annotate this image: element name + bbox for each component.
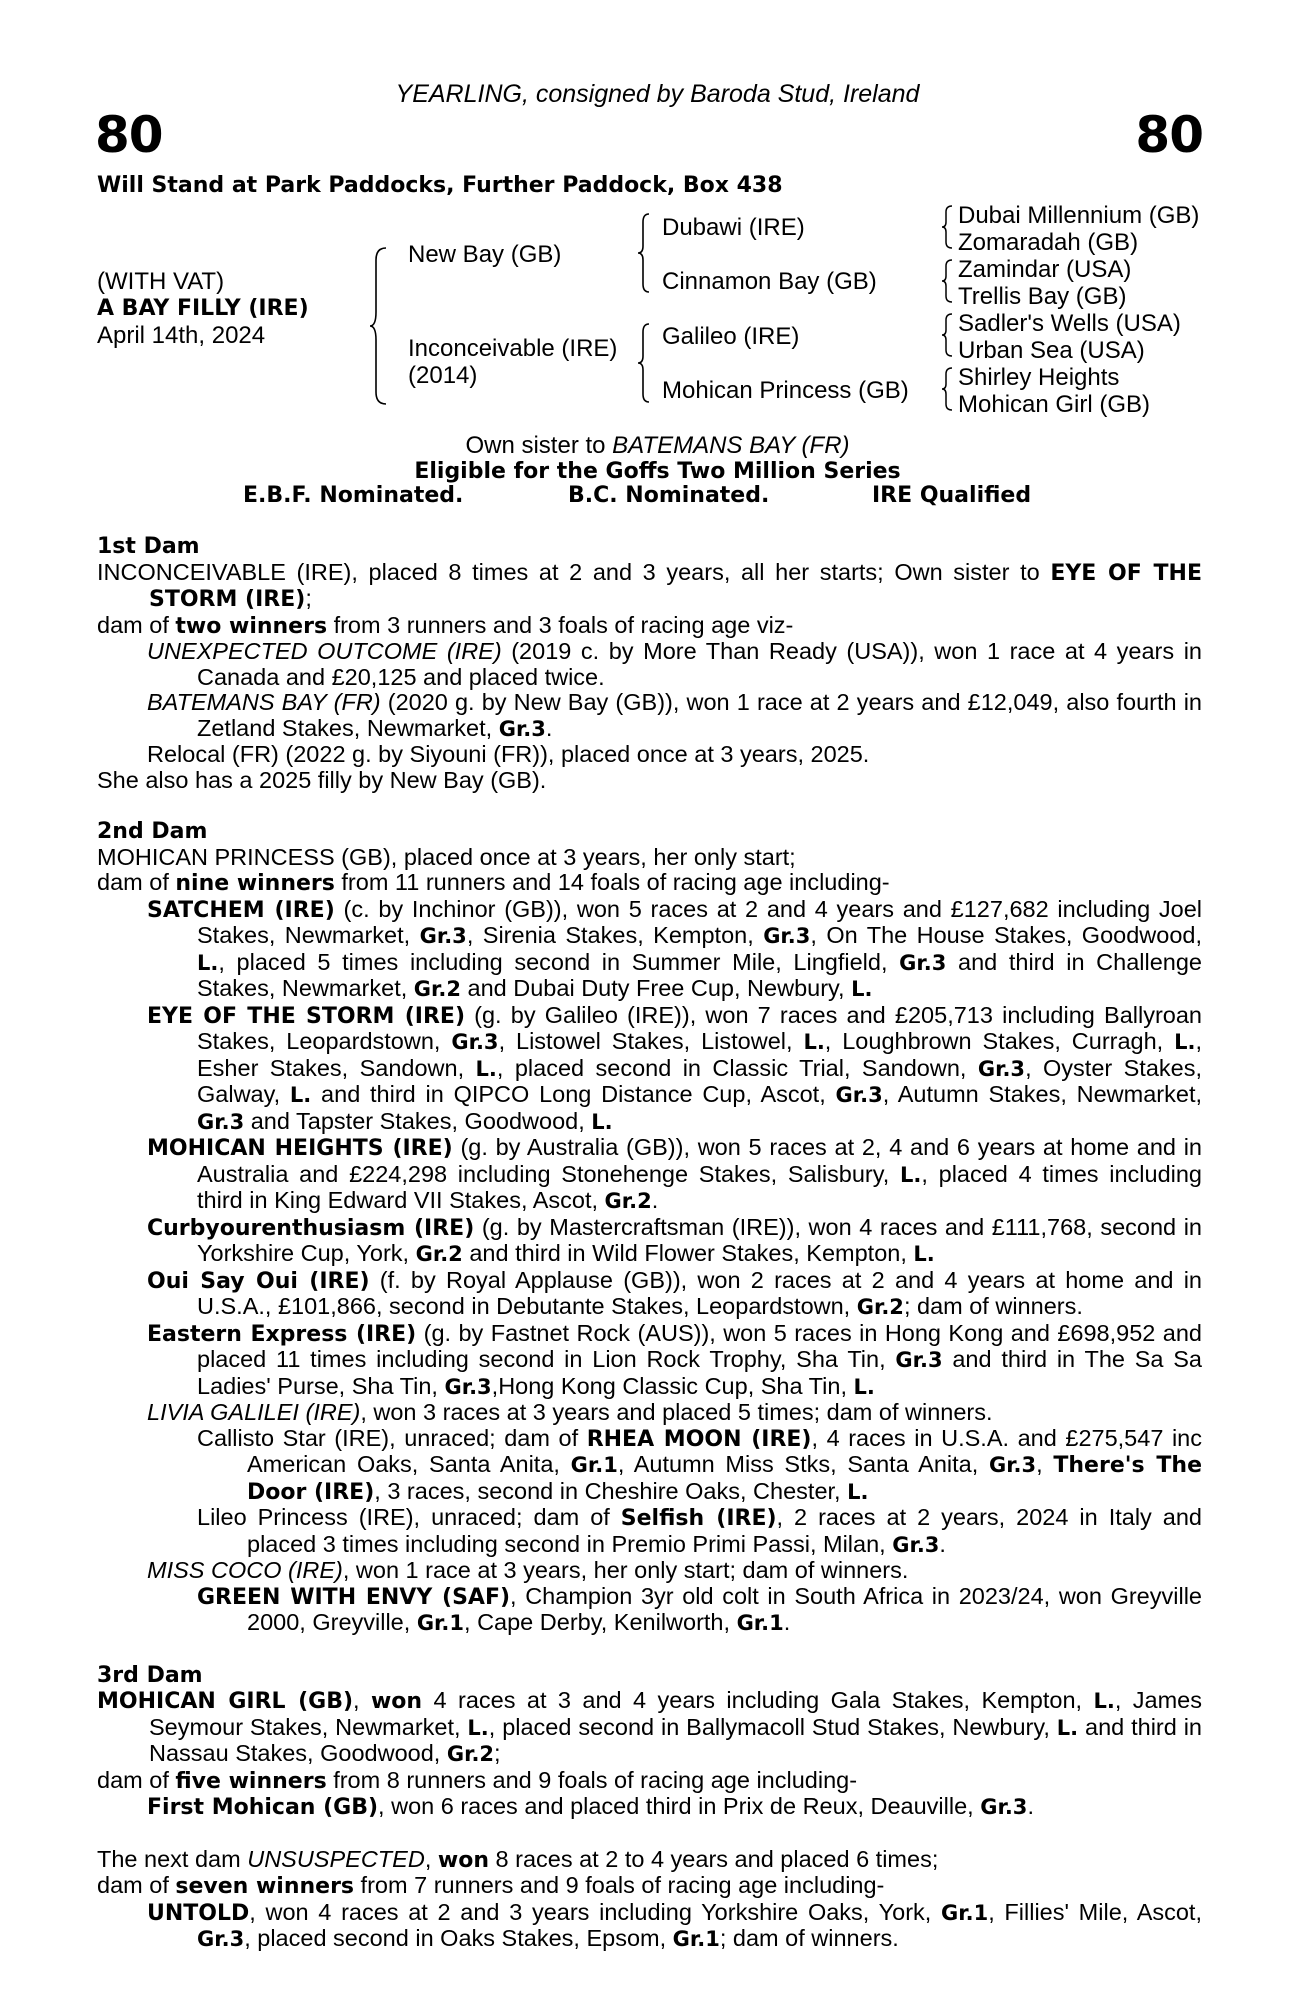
horse-name: Curbyourenthusiasm (IRE) [147,1215,475,1241]
grade: Gr.1 [416,1611,465,1635]
grade: L. [847,1479,869,1504]
bc-nominated: B.C. Nominated. [568,483,770,508]
text: , won 6 races and placed third in Prix de Reux, Deauville, [378,1793,981,1819]
text: from 8 runners and 9 foals of racing age including- [326,1766,858,1793]
text: , won 3 races at 3 years and placed 5 times; dam of winners. [360,1399,993,1425]
grade: L. [803,1030,825,1054]
text: , 3 races, second in Cheshire Oaks, Chester, [374,1477,848,1504]
text: , Sirenia Stakes, Kempton, [466,922,764,948]
text: , [1036,1451,1054,1477]
grade: L. [851,977,873,1001]
grade: L. [467,1715,489,1740]
first-dam-heading: 1st Dam [97,534,200,559]
text: , Fillies' Mile, Ascot, [988,1898,1202,1925]
dds: Shirley Heights [958,364,1120,391]
grand-produce-entry [97,1426,1202,1506]
text: 4 races at 3 and 4 years including Gala Stakes, Kempton, [422,1687,1094,1713]
grade: Gr.3 [197,1109,245,1134]
sire: New Bay (GB) [408,241,562,268]
horse-name: LIVIA GALILEI (IRE) [147,1399,361,1425]
grade: Gr.3 [763,924,811,948]
next-dam-summary [97,1873,1202,1900]
dam-year: (2014) [408,362,478,389]
text: 8 races at 2 to 4 years and placed 6 times; [488,1845,939,1872]
produce-note: She also has a 2025 filly by New Bay (GB). [97,766,547,793]
grade: Gr.3 [197,1927,245,1951]
brace-ds [940,312,954,358]
horse-name: MOHICAN GIRL (GB) [97,1689,354,1714]
text: ; dam of winners. [719,1925,899,1951]
grade: Gr.3 [835,1083,883,1107]
dam-sire: Galileo (IRE) [662,323,800,350]
produce-entry: Relocal (FR) (2022 g. by Siyouni (FR)), placed once at 3 years, 2025. [147,741,870,767]
sire-dam: Cinnamon Bay (GB) [662,268,877,295]
grade: L. [900,1162,922,1187]
produce-entry [97,897,1202,1003]
text: . [1027,1793,1034,1819]
text: and third in QIPCO Long Distance Cup, Ascot, [311,1081,836,1107]
text: , [353,1687,371,1713]
grade: L. [853,1374,875,1399]
horse-name: GREEN WITH ENVY (SAF) [197,1584,511,1610]
grade: L. [591,1109,613,1134]
horse-name: A BAY FILLY (IRE) [97,296,309,321]
first-dam-summary [97,613,1202,640]
produce-entry [97,1794,1202,1821]
grand-produce-entry [97,1584,1202,1637]
brace-sire [636,212,652,294]
sire-sire: Dubawi (IRE) [662,214,805,241]
text: , placed 5 times including second in Summer Mile, Lingfield, [218,948,900,975]
horse-name: MISS COCO (IRE) [147,1557,343,1583]
text: dam of [97,869,176,895]
text: and third in Wild Flower Stakes, Kempton, [462,1240,914,1266]
text: , On The House Stakes, Goodwood, [810,922,1202,948]
grade: Gr.1 [941,1900,989,1925]
text: , Autumn Miss Stks, Santa Anita, [617,1451,989,1477]
grade: Gr.3 [988,1453,1037,1477]
horse-name: First Mohican (GB) [147,1795,379,1820]
won-label: won [370,1689,423,1714]
next-dam-line [97,1847,1202,1874]
text: ; [494,1740,501,1766]
dam: Inconceivable (IRE) [408,335,618,362]
text: , Cape Derby, Kenilworth, [464,1609,737,1635]
lot-number-left: 80 [95,106,163,164]
text: , won 4 races at 2 and 3 years including Yorkshire Oaks, York, [249,1898,941,1925]
horse-name: Selfish (IRE) [620,1506,777,1531]
grade: Gr.3 [977,1056,1026,1081]
own-sister-prefix: Own sister to [465,432,613,459]
horse-name: BATEMANS BAY (FR) [147,689,381,715]
grade: L. [475,1056,497,1081]
text: from 3 runners and 3 foals of racing age viz- [327,611,794,638]
grade: Gr.2 [604,1189,652,1213]
dss: Sadler's Wells (USA) [958,310,1181,337]
text: , won 1 race at 3 years, her only start; dam of winners. [342,1557,909,1583]
text: (2019 c. by More Than Ready (USA)), won 1 race at 4 years in Canada and £20,125 and placed twice. [197,638,1202,690]
horse-name: UNTOLD [147,1900,250,1926]
third-dam-summary [97,1768,1202,1795]
horse-name: UNEXPECTED OUTCOME (IRE) [147,638,502,664]
grade: L. [913,1242,935,1266]
grade: Gr.3 [899,950,947,975]
brace-gen1 [368,246,390,406]
produce-entry [97,690,1202,742]
horse-name: MOHICAN HEIGHTS (IRE) [147,1136,453,1161]
pedigree-notes [97,534,1202,1953]
produce-entry [97,1215,1202,1268]
text: ,Hong Kong Classic Cup, Sha Tin, [491,1372,854,1399]
horse-name: Eastern Express (IRE) [147,1321,417,1347]
ddd: Mohican Girl (GB) [958,391,1151,418]
grade: Gr.3 [892,1532,940,1557]
consignment-line: YEARLING, consigned by Baroda Stud, Ireland [395,80,920,108]
text: Callisto Star (IRE), unraced; dam of [197,1424,587,1451]
sds: Zamindar (USA) [958,256,1132,283]
grade: Gr.2 [446,1742,495,1766]
text: , 2 races at 2 years, 2024 in Italy and placed 3 times including second in Premio Primi Passi, Milan, [247,1504,1202,1557]
foaling-date: April 14th, 2024 [97,322,266,349]
grade: Gr.2 [415,1242,463,1266]
horse-ref: EYE OF THE STORM (IRE) [149,560,1203,612]
text: . [545,714,553,741]
grade: L. [197,950,219,975]
grade: L. [289,1083,312,1107]
produce-entry [97,1321,1202,1401]
text: and third in Challenge Stakes, Newmarket, [197,948,1202,1001]
third-dam-heading: 3rd Dam [97,1662,203,1688]
text: (g. by Mastercraftsman (IRE)), won 4 races and £111,768, second in Yorkshire Cup, York, [197,1213,1202,1266]
text: and third in The Sa Sa Ladies' Purse, Sha Tin, [197,1346,1202,1399]
horse-name: There's The Door (IRE) [247,1453,1202,1505]
text: ; dam of winners. [903,1293,1083,1319]
grade: Gr.3 [419,924,467,948]
ire-qualified: IRE Qualified [872,483,1032,508]
text: dam of [97,1872,176,1898]
text: , Oyster Stakes, Galway, [197,1054,1203,1107]
text: from 11 runners and 14 foals of racing age including- [334,869,890,895]
text: , Esher Stakes, Sandown, [197,1028,1202,1081]
brace-dd [940,366,954,412]
text: , Champion 3yr old colt in South Africa in 2023/24, won Greyville 2000, Greyville, [247,1582,1202,1635]
text: (f. by Royal Applause (GB)), won 2 races at 2 and 4 years at home and in U.S.A., £101,866, second in Debutante Stakes, Leopardstown, [197,1266,1203,1319]
text: , placed second in Ballymacoll Stud Stakes, Newbury, [488,1713,1057,1740]
ebf-nominated: E.B.F. Nominated. [243,483,464,508]
grade: Gr.3 [451,1030,499,1054]
stand-location: Will Stand at Park Paddocks, Further Paddock, Box 438 [97,173,783,198]
lot-number-right: 80 [1135,106,1203,164]
winners-count: five winners [175,1768,327,1794]
text: , Autumn Stakes, Newmarket, [882,1081,1202,1107]
grade: Gr.2 [413,977,461,1001]
second-dam-line: MOHICAN PRINCESS (GB), placed once at 3 years, her only start; [97,843,796,870]
produce-entry [97,1400,1202,1426]
horse-name: EYE OF THE STORM (IRE) [147,1003,465,1029]
text: . [651,1187,659,1213]
text: and Dubai Duty Free Cup, Newbury, [461,975,852,1001]
text: INCONCEIVABLE (IRE), placed 8 times at 2 and 3 years, all her starts; Own sister to [97,558,1051,585]
produce-entry [97,1135,1202,1215]
grade: Gr.1 [672,1927,720,1951]
text: . [939,1530,946,1557]
brace-dam [636,322,652,404]
winners-count: seven winners [175,1874,355,1899]
produce-entry [97,1003,1202,1136]
text: (2020 g. by New Bay (GB)), won 1 race at 2 years and £12,049, also fourth in Zetland Stakes, Newmarket, [197,689,1203,741]
first-dam-line [97,560,1202,613]
sss: Dubai Millennium (GB) [958,202,1200,229]
grade: Gr.1 [736,1611,784,1635]
horse-name: SATCHEM (IRE) [147,897,335,923]
second-dam-summary [97,870,1202,897]
grade: L. [1056,1715,1079,1740]
brace-sd [940,258,954,304]
text: dam of [97,1766,176,1793]
text: (g. by Galileo (IRE)), won 7 races and £205,713 including Ballyroan Stakes, Leopardstown, [197,1001,1202,1054]
text: , 4 races in U.S.A. and £275,547 inc American Oaks, Santa Anita, [247,1424,1202,1477]
grade: Gr.2 [856,1295,904,1319]
text: , Loughbrown Stakes, Curragh, [824,1028,1175,1054]
text: dam of [97,611,176,638]
horse-name: Oui Say Oui (IRE) [147,1268,370,1294]
text: , placed second in Oaks Stakes, Epsom, [244,1925,673,1951]
text: , Listowel Stakes, Listowel, [498,1028,804,1054]
winners-count: two winners [175,613,328,639]
dam-dam: Mohican Princess (GB) [662,377,909,404]
own-sister-note [0,432,1315,460]
grade: Gr.3 [444,1374,492,1399]
grade: Gr.1 [570,1453,618,1477]
sdd: Trellis Bay (GB) [958,283,1127,310]
text: , placed second in Classic Trial, Sandown, [496,1054,978,1081]
produce-entry [97,1558,1202,1584]
grade: L. [1093,1689,1115,1713]
text: ; [305,585,312,611]
text: (c. by Inchinor (GB)), won 5 races at 2 and 4 years and £127,682 including Joel Stakes, Newmarket, [197,895,1203,948]
text: . [783,1609,791,1635]
own-sister-name: BATEMANS BAY (FR) [612,432,850,459]
vat-note: (WITH VAT) [97,268,225,295]
text: , James Seymour Stakes, Newmarket, [149,1687,1202,1740]
brace-ss [940,204,954,250]
text: Lileo Princess (IRE), unraced; dam of [197,1504,621,1530]
produce-entry [97,1900,1202,1953]
dsd: Urban Sea (USA) [958,337,1145,364]
text: The next dam [97,1845,248,1872]
second-dam-heading: 2nd Dam [97,819,208,844]
grade: Gr.3 [980,1795,1028,1819]
winners-count: nine winners [175,871,335,896]
text: and Tapster Stakes, Goodwood, [244,1107,592,1134]
third-dam-line [97,1688,1202,1768]
produce-entry [97,1268,1202,1321]
grand-produce-entry [97,1505,1202,1558]
ssd: Zomaradah (GB) [958,229,1139,256]
grade: Gr.3 [498,716,546,741]
eligible-note: Eligible for the Goffs Two Million Series [414,459,901,484]
text: , [424,1845,438,1872]
horse-name: UNSUSPECTED [247,1845,425,1872]
horse-name: RHEA MOON (IRE) [586,1426,812,1452]
grade: L. [1174,1030,1196,1054]
grade: Gr.3 [895,1348,943,1372]
text: (g. by Australia (GB)), won 5 races at 2, 4 and 6 years at home and in Australia and £224,298 including Stonehenge Stakes, Salisbury, [197,1134,1202,1187]
text: , placed 4 times including third in King Edward VII Stakes, Ascot, [197,1160,1203,1213]
produce-entry [97,639,1202,690]
text: (g. by Fastnet Rock (AUS)), won 5 races in Hong Kong and £698,952 and placed 11 times including second in Lion Rock Trophy, Sha Tin, [197,1319,1202,1372]
text: from 7 runners and 9 foals of racing age including- [354,1872,885,1898]
text: and third in Nassau Stakes, Goodwood, [149,1713,1202,1766]
won-label: won [437,1847,489,1873]
